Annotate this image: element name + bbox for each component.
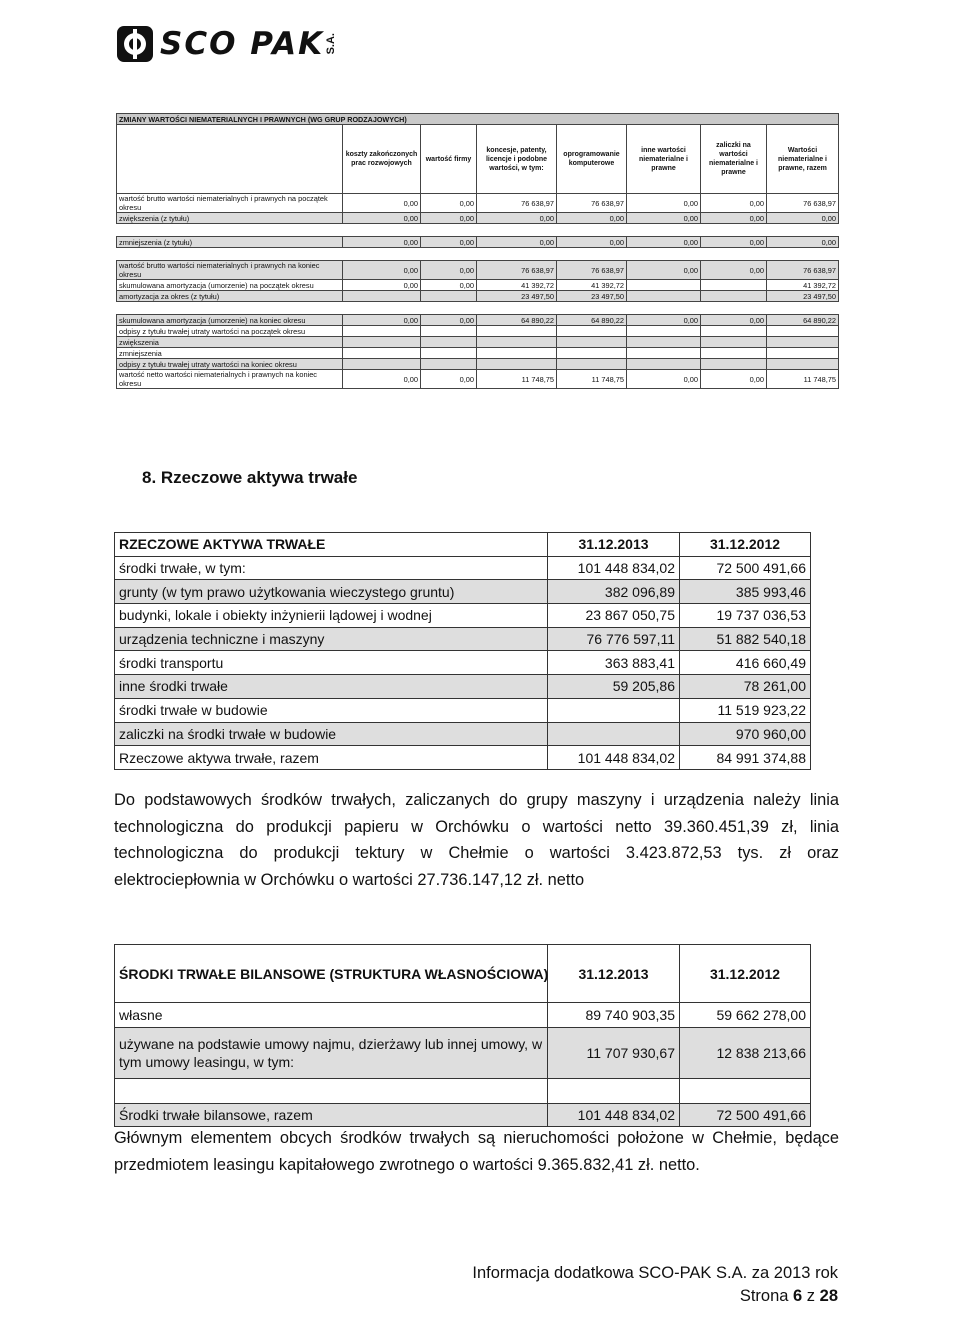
table-row — [115, 627, 811, 651]
cell-value — [421, 224, 477, 237]
logo-mark-icon — [116, 25, 154, 63]
cell-value — [767, 337, 839, 348]
cell-value — [627, 224, 701, 237]
value-2013: 101 448 834,02 — [548, 556, 680, 580]
cell-value — [627, 326, 701, 337]
cell-value: 0,00 — [421, 237, 477, 248]
cell-value — [701, 224, 767, 237]
table-row — [115, 698, 811, 722]
table1-header-2: wartość firmy — [421, 125, 477, 194]
table-row — [117, 337, 839, 348]
cell-value: 0,00 — [343, 194, 421, 213]
value-2012: 78 261,00 — [680, 675, 811, 699]
table-row — [115, 722, 811, 746]
table-row — [117, 261, 839, 280]
table2-header-2013: 31.12.2013 — [548, 533, 680, 557]
cell-value: 0,00 — [343, 370, 421, 389]
row-label: wartość netto wartości niematerialnych i prawnych na koniec okresu — [117, 370, 343, 389]
cell-value: 0,00 — [343, 280, 421, 291]
value-2013: 23 867 050,75 — [548, 604, 680, 628]
value-2013: 363 883,41 — [548, 651, 680, 675]
row-label: urządzenia techniczne i maszyny — [115, 627, 548, 651]
cell-value: 0,00 — [343, 213, 421, 224]
cell-value — [421, 248, 477, 261]
cell-value — [627, 248, 701, 261]
cell-value: 0,00 — [627, 370, 701, 389]
table-row — [115, 556, 811, 580]
cell-value: 64 890,22 — [477, 315, 557, 326]
cell-value — [767, 224, 839, 237]
cell-value — [343, 359, 421, 370]
row-label: skumulowana amortyzacja (umorzenie) na początek okresu — [117, 280, 343, 291]
cell-value — [477, 337, 557, 348]
cell-value — [343, 291, 421, 302]
cell-value: 76 638,97 — [477, 194, 557, 213]
cell-value — [477, 248, 557, 261]
value-2013: 11 707 930,67 — [548, 1028, 680, 1079]
page-prefix: Strona — [739, 1287, 794, 1305]
table-row — [115, 1003, 811, 1028]
row-label: używane na podstawie umowy najmu, dzierżawy lub innej umowy, w tym umowy leasingu, w tym: — [115, 1028, 548, 1079]
logo-suffix: S.A. — [325, 33, 338, 55]
cell-value: 0,00 — [421, 213, 477, 224]
cell-value — [421, 302, 477, 315]
cell-value — [767, 348, 839, 359]
value-2012: 385 993,46 — [680, 580, 811, 604]
table3-header-2013: 31.12.2013 — [548, 945, 680, 1003]
row-label: wartość brutto wartości niematerialnych i prawnych na początek okresu — [117, 194, 343, 213]
value-2012: 19 737 036,53 — [680, 604, 811, 628]
cell-value — [557, 224, 627, 237]
row-label: środki trwałe w budowie — [115, 698, 548, 722]
table1-header-7: Wartości niematerialne i prawne, razem — [767, 125, 839, 194]
cell-value: 11 748,75 — [767, 370, 839, 389]
cell-value: 0,00 — [701, 194, 767, 213]
table-row — [117, 359, 839, 370]
cell-value — [477, 224, 557, 237]
cell-value — [767, 302, 839, 315]
table3-header-label: ŚRODKI TRWAŁE BILANSOWE (STRUKTURA WŁASNOŚCIOWA) — [115, 945, 548, 1003]
cell-value — [421, 348, 477, 359]
footer-document-title: Informacja dodatkowa SCO-PAK S.A. za 2013 rok — [472, 1264, 838, 1282]
row-label: środki transportu — [115, 651, 548, 675]
table-row — [117, 194, 839, 213]
cell-value: 11 748,75 — [477, 370, 557, 389]
table-row — [117, 248, 839, 261]
row-label: środki trwałe, w tym: — [115, 556, 548, 580]
cell-value: 0,00 — [767, 213, 839, 224]
table3-header-row — [115, 945, 811, 1003]
cell-value — [421, 359, 477, 370]
table-row — [115, 1079, 811, 1104]
cell-value: 0,00 — [557, 213, 627, 224]
cell-value — [343, 348, 421, 359]
table2-header-row — [115, 533, 811, 557]
cell-value — [701, 337, 767, 348]
row-label: zwiększenia (z tytułu) — [117, 213, 343, 224]
table-row — [117, 315, 839, 326]
table-row — [117, 224, 839, 237]
cell-value — [767, 248, 839, 261]
cell-value: 41 392,72 — [557, 280, 627, 291]
row-label: zmniejszenia (z tytułu) — [117, 237, 343, 248]
value-2012: 72 500 491,66 — [680, 556, 811, 580]
cell-value: 0,00 — [701, 315, 767, 326]
value-2012: 11 519 923,22 — [680, 698, 811, 722]
cell-value — [421, 337, 477, 348]
cell-value — [421, 326, 477, 337]
table1-header-3: koncesje, patenty, licencje i podobne wartości, w tym: — [477, 125, 557, 194]
cell-value — [701, 359, 767, 370]
row-label — [117, 224, 343, 237]
row-label: skumulowana amortyzacja (umorzenie) na koniec okresu — [117, 315, 343, 326]
row-label: zaliczki na środki trwałe w budowie — [115, 722, 548, 746]
value-2012: 59 662 278,00 — [680, 1003, 811, 1028]
cell-value: 0,00 — [627, 261, 701, 280]
cell-value — [477, 302, 557, 315]
page-footer — [472, 1262, 838, 1308]
cell-value: 0,00 — [421, 194, 477, 213]
value-2012: 12 838 213,66 — [680, 1028, 811, 1079]
table-row — [117, 213, 839, 224]
cell-value — [343, 224, 421, 237]
value-2013: 101 448 834,02 — [548, 1104, 680, 1127]
row-label — [117, 302, 343, 315]
table-row — [115, 604, 811, 628]
table1-header-6: zaliczki na wartości niematerialne i prawne — [701, 125, 767, 194]
cell-value — [557, 302, 627, 315]
paragraph-main-assets: Do podstawowych środków trwałych, zaliczanych do grupy maszyny i urządzenia należy linia technologiczna do produkcji papieru w Orchówku o wartości netto 39.360.451,39 zł, linia technologiczna do produkcji tektury w Chełmie o wartości 3.423.872,53 tys. zł oraz elektrociepłownia w Orchówku o wartości 27.736.147,12 zł. netto — [114, 791, 839, 889]
cell-value: 0,00 — [421, 370, 477, 389]
value-2013 — [548, 1079, 680, 1104]
row-label: własne — [115, 1003, 548, 1028]
cell-value: 0,00 — [343, 237, 421, 248]
logo-wordmark: SCO PAK — [160, 26, 325, 62]
cell-value: 0,00 — [557, 237, 627, 248]
table1-header-0 — [117, 125, 343, 194]
cell-value: 23 497,50 — [767, 291, 839, 302]
cell-value — [627, 280, 701, 291]
cell-value: 0,00 — [421, 280, 477, 291]
row-label: wartość brutto wartości niematerialnych i prawnych na koniec okresu — [117, 261, 343, 280]
table-row — [115, 580, 811, 604]
cell-value — [701, 348, 767, 359]
table-row — [115, 746, 811, 770]
cell-value: 0,00 — [477, 213, 557, 224]
table1-header-4: oprogramowanie komputerowe — [557, 125, 627, 194]
cell-value — [343, 337, 421, 348]
cell-value — [343, 302, 421, 315]
value-2012: 970 960,00 — [680, 722, 811, 746]
table-row — [117, 326, 839, 337]
cell-value: 41 392,72 — [767, 280, 839, 291]
cell-value: 0,00 — [627, 194, 701, 213]
cell-value: 0,00 — [421, 261, 477, 280]
page-total: 28 — [819, 1287, 838, 1305]
footer-page-number — [472, 1285, 838, 1308]
cell-value — [627, 302, 701, 315]
cell-value — [477, 326, 557, 337]
value-2013 — [548, 722, 680, 746]
row-label: grunty (w tym prawo użytkowania wieczystego gruntu) — [115, 580, 548, 604]
table-row — [117, 302, 839, 315]
paragraph-leased-assets: Głównym elementem obcych środków trwałych są nieruchomości położone w Chełmie, będące przedmiotem leasingu kapitałowego zwrotnego o wartości 9.365.832,41 zł. netto. — [114, 1129, 839, 1174]
row-label — [115, 1079, 548, 1104]
cell-value — [627, 291, 701, 302]
value-2012: 72 500 491,66 — [680, 1104, 811, 1127]
table-row — [115, 675, 811, 699]
cell-value: 0,00 — [701, 370, 767, 389]
cell-value: 0,00 — [477, 237, 557, 248]
cell-value: 0,00 — [343, 261, 421, 280]
cell-value — [767, 359, 839, 370]
cell-value — [477, 359, 557, 370]
value-2012: 416 660,49 — [680, 651, 811, 675]
cell-value: 0,00 — [627, 315, 701, 326]
cell-value: 76 638,97 — [767, 194, 839, 213]
row-label: odpisy z tytułu trwałej utraty wartości na koniec okresu — [117, 359, 343, 370]
table1-header-1: koszty zakończonych prac rozwojowych — [343, 125, 421, 194]
value-2013: 59 205,86 — [548, 675, 680, 699]
cell-value: 0,00 — [421, 315, 477, 326]
table-row — [115, 651, 811, 675]
table-row — [117, 370, 839, 389]
cell-value: 0,00 — [767, 237, 839, 248]
cell-value — [421, 291, 477, 302]
cell-value — [701, 248, 767, 261]
cell-value: 0,00 — [701, 213, 767, 224]
value-2013: 89 740 903,35 — [548, 1003, 680, 1028]
cell-value — [557, 248, 627, 261]
cell-value — [477, 348, 557, 359]
table1-header-5: inne wartości niematerialne i prawne — [627, 125, 701, 194]
intangible-assets-changes-table — [116, 113, 839, 389]
page-current: 6 — [793, 1287, 803, 1305]
ownership-structure-table — [114, 944, 811, 1127]
value-2012 — [680, 1079, 811, 1104]
cell-value: 76 638,97 — [557, 261, 627, 280]
cell-value: 76 638,97 — [557, 194, 627, 213]
table1-caption: ZMIANY WARTOŚCI NIEMATERIALNYCH I PRAWNYCH (WG GRUP RODZAJOWYCH) — [117, 114, 839, 125]
cell-value — [557, 326, 627, 337]
cell-value — [767, 326, 839, 337]
cell-value: 0,00 — [627, 213, 701, 224]
page-separator: z — [802, 1287, 820, 1305]
cell-value: 23 497,50 — [477, 291, 557, 302]
row-label: inne środki trwałe — [115, 675, 548, 699]
row-label: budynki, lokale i obiekty inżynierii lądowej i wodnej — [115, 604, 548, 628]
table-row — [115, 1028, 811, 1079]
row-label: Rzeczowe aktywa trwałe, razem — [115, 746, 548, 770]
cell-value — [701, 326, 767, 337]
cell-value — [627, 348, 701, 359]
row-label: odpisy z tytułu trwałej utraty wartości na początek okresu — [117, 326, 343, 337]
value-2013 — [548, 698, 680, 722]
section-heading: 8. Rzeczowe aktywa trwałe — [142, 468, 358, 487]
table2-header-2012: 31.12.2012 — [680, 533, 811, 557]
table-row — [117, 348, 839, 359]
cell-value — [343, 248, 421, 261]
cell-value — [557, 348, 627, 359]
cell-value — [701, 291, 767, 302]
company-logo — [116, 24, 337, 64]
value-2012: 51 882 540,18 — [680, 627, 811, 651]
table-row — [115, 1104, 811, 1127]
cell-value: 0,00 — [701, 237, 767, 248]
value-2013: 101 448 834,02 — [548, 746, 680, 770]
fixed-assets-table — [114, 532, 811, 770]
cell-value: 0,00 — [343, 315, 421, 326]
row-label: zmniejszenia — [117, 348, 343, 359]
row-label: Środki trwałe bilansowe, razem — [115, 1104, 548, 1127]
row-label — [117, 248, 343, 261]
table-row — [117, 237, 839, 248]
value-2013: 76 776 597,11 — [548, 627, 680, 651]
table-row — [117, 280, 839, 291]
cell-value — [701, 302, 767, 315]
cell-value: 11 748,75 — [557, 370, 627, 389]
table3-header-2012: 31.12.2012 — [680, 945, 811, 1003]
cell-value: 41 392,72 — [477, 280, 557, 291]
cell-value — [557, 359, 627, 370]
cell-value: 64 890,22 — [557, 315, 627, 326]
row-label: zwiększenia — [117, 337, 343, 348]
cell-value: 0,00 — [701, 261, 767, 280]
table2-header-label: RZECZOWE AKTYWA TRWAŁE — [115, 533, 548, 557]
cell-value: 0,00 — [627, 237, 701, 248]
cell-value — [627, 337, 701, 348]
cell-value — [343, 326, 421, 337]
cell-value: 76 638,97 — [767, 261, 839, 280]
table-row — [117, 291, 839, 302]
cell-value — [701, 280, 767, 291]
row-label: amortyzacja za okres (z tytułu) — [117, 291, 343, 302]
cell-value: 23 497,50 — [557, 291, 627, 302]
cell-value: 64 890,22 — [767, 315, 839, 326]
cell-value — [557, 337, 627, 348]
value-2013: 382 096,89 — [548, 580, 680, 604]
value-2012: 84 991 374,88 — [680, 746, 811, 770]
cell-value: 76 638,97 — [477, 261, 557, 280]
cell-value — [627, 359, 701, 370]
